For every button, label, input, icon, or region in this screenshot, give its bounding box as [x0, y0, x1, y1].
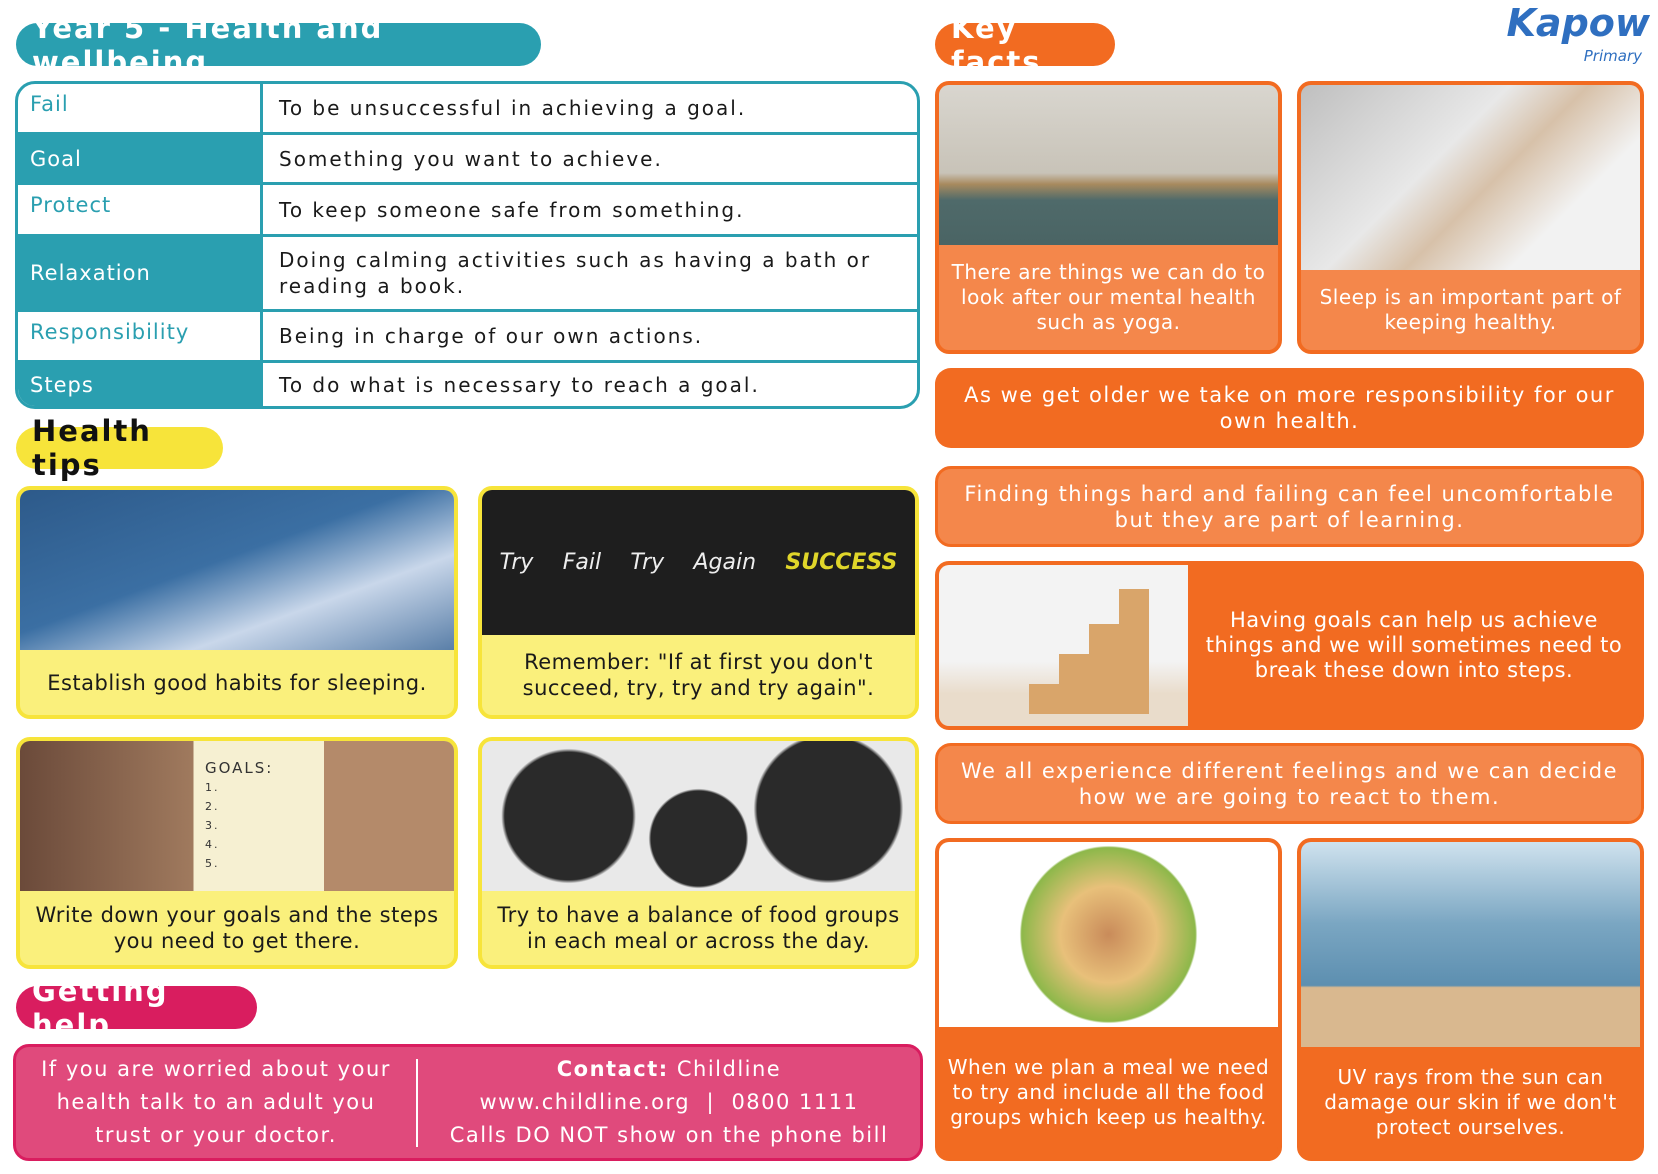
contact-name: Childline	[676, 1057, 782, 1081]
child-sleeping-image	[20, 490, 454, 650]
chalkboard-image	[482, 490, 915, 635]
vocab-row	[18, 185, 917, 237]
separator: |	[706, 1090, 716, 1114]
vocab-definition: Doing calming activities such as having a bath or reading a book.	[279, 248, 872, 298]
fact-card-food-groups	[935, 838, 1282, 1161]
getting-help-box	[13, 1044, 923, 1161]
fact-text: UV rays from the sun can damage our skin if we don't protect ourselves.	[1324, 1064, 1617, 1139]
notepad-heading: GOALS:	[205, 759, 274, 777]
fact-card-goals	[935, 561, 1644, 730]
blocks-stairs-image	[939, 565, 1188, 726]
boy-sleeping-image	[1301, 85, 1640, 270]
vocab-term: Protect	[18, 185, 263, 234]
block	[1119, 589, 1149, 714]
notepad-line: 4.	[205, 838, 220, 851]
kapow-logo	[1505, 0, 1650, 72]
block	[1029, 684, 1059, 714]
help-advice: If you are worried about your health talk to an adult you trust or your doctor.	[41, 1057, 391, 1147]
logo-brand: Kapow	[1506, 1, 1650, 45]
block	[1089, 624, 1119, 714]
fact-card-sun	[1297, 838, 1644, 1161]
vocab-row	[18, 135, 917, 185]
fact-card-sleep	[1297, 81, 1644, 354]
vocab-row	[18, 84, 917, 135]
fact-text: Having goals can help us achieve things and we will sometimes need to break these down into steps.	[1205, 608, 1623, 682]
vocab-row	[18, 237, 917, 312]
chalk-word: Again	[693, 549, 757, 575]
sunscreen-image	[1301, 842, 1640, 1047]
notepad-line: 2.	[205, 800, 220, 813]
notepad-line: 3.	[205, 819, 220, 832]
vocab-term: Relaxation	[18, 237, 263, 309]
fact-card-yoga	[935, 81, 1282, 354]
vocab-definition: To do what is necessary to reach a goal.	[279, 372, 760, 397]
fact-banner: We all experience different feelings and we can decide how we are going to react to them.	[935, 743, 1644, 824]
key-facts-title: Key facts	[935, 23, 1115, 66]
vocab-term: Responsibility	[18, 312, 263, 360]
tip-card-goals	[16, 737, 458, 969]
tip-text: Try to have a balance of food groups in each meal or across the day.	[497, 903, 900, 953]
chalk-word: Fail	[562, 549, 602, 575]
vocab-definition: Being in charge of our own actions.	[279, 324, 704, 348]
vocab-row	[18, 312, 917, 363]
notepad-line: 5.	[205, 857, 220, 870]
vocab-term: Steps	[18, 363, 263, 406]
vocab-term: Goal	[18, 135, 263, 182]
food-groups-plate-image	[939, 842, 1278, 1027]
block	[1059, 654, 1089, 714]
tip-text: Establish good habits for sleeping.	[47, 670, 427, 695]
fact-banner: Finding things hard and failing can feel uncomfortable but they are part of learning.	[935, 466, 1644, 547]
page-title: Year 5 - Health and wellbeing	[16, 23, 541, 66]
vocabulary-table	[15, 81, 920, 409]
website-link[interactable]: www.childline.org	[479, 1090, 691, 1114]
vocab-definition: To be unsuccessful in achieving a goal.	[279, 96, 747, 120]
getting-help-title: Getting help	[16, 986, 257, 1029]
fact-text: When we plan a meal we need to try and include all the food groups which keep us healthy.	[947, 1054, 1270, 1129]
yoga-image	[939, 85, 1278, 245]
vocab-definition: Something you want to achieve.	[279, 146, 663, 171]
tip-card-food	[478, 737, 919, 969]
chalk-word: Try	[499, 549, 534, 575]
contact-info	[418, 1053, 920, 1152]
fact-banner: As we get older we take on more responsibility for our own health.	[935, 368, 1644, 448]
contact-label: Contact:	[556, 1057, 669, 1081]
health-tips-title: Health tips	[16, 427, 223, 469]
vocab-row	[18, 363, 917, 406]
chalk-word: Try	[630, 549, 665, 575]
tip-text: Write down your goals and the steps you need to get there.	[35, 903, 439, 953]
vocab-term: Fail	[18, 84, 263, 132]
fact-text: Sleep is an important part of keeping healthy.	[1319, 285, 1622, 334]
tip-card-sleep	[16, 486, 458, 719]
tip-text: Remember: "If at first you don't succeed, try, try and try again".	[522, 650, 875, 700]
goals-notepad-image	[20, 741, 454, 891]
contact-note: Calls DO NOT show on the phone bill	[449, 1123, 889, 1147]
notepad-line: 1.	[205, 781, 220, 794]
chalk-word: SUCCESS	[785, 549, 898, 575]
food-meals-image	[482, 741, 915, 891]
logo-sub: Primary	[1583, 47, 1642, 65]
vocab-definition: To keep someone safe from something.	[279, 197, 745, 222]
tip-card-try-again	[478, 486, 919, 719]
phone-number: 0800 1111	[731, 1090, 859, 1114]
notepad-text	[205, 759, 273, 873]
fact-text: There are things we can do to look after our mental health such as yoga.	[951, 260, 1266, 334]
